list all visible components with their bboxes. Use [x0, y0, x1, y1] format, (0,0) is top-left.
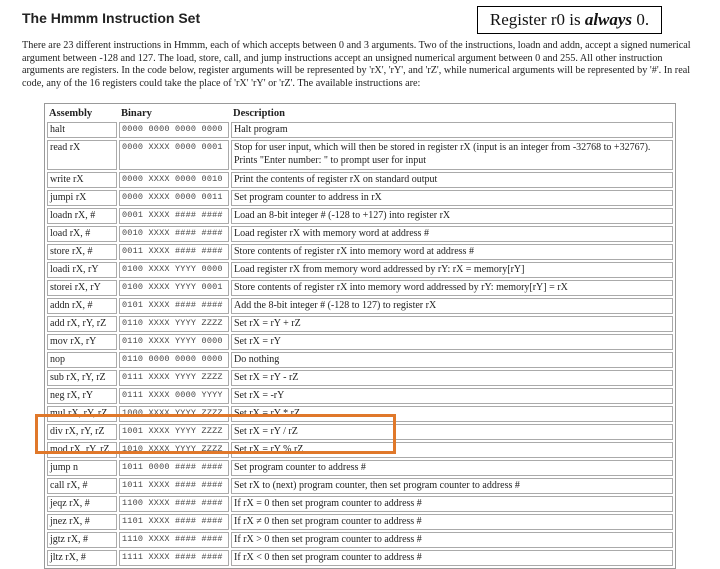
assembly-cell: loadn rX, #: [47, 208, 117, 224]
assembly-cell: jumpi rX: [47, 190, 117, 206]
description-cell: Set rX = -rY: [231, 388, 673, 404]
assembly-cell: addn rX, #: [47, 298, 117, 314]
instruction-table: [44, 103, 676, 569]
assembly-cell: call rX, #: [47, 478, 117, 494]
table-row: [47, 478, 673, 494]
assembly-cell: load rX, #: [47, 226, 117, 242]
assembly-cell: write rX: [47, 172, 117, 188]
binary-cell: 0101 XXXX #### ####: [119, 298, 229, 314]
description-cell: Set program counter to address #: [231, 460, 673, 476]
assembly-cell: jnez rX, #: [47, 514, 117, 530]
table-row: [47, 514, 673, 530]
page-title: The Hmmm Instruction Set: [22, 10, 201, 26]
description-cell: Set rX = rY: [231, 334, 673, 350]
description-cell: If rX = 0 then set program counter to address #: [231, 496, 673, 512]
callout-suffix: 0.: [632, 10, 650, 29]
description-cell: Store contents of register rX into memory word at address #: [231, 244, 673, 260]
table-row: [47, 496, 673, 512]
table-row: [47, 352, 673, 368]
binary-cell: 0100 XXXX YYYY 0001: [119, 280, 229, 296]
table-row: [47, 140, 673, 170]
table-row: [47, 226, 673, 242]
assembly-cell: sub rX, rY, rZ: [47, 370, 117, 386]
assembly-cell: mod rX, rY, rZ: [47, 442, 117, 458]
binary-cell: 0000 0000 0000 0000: [119, 122, 229, 138]
instruction-table-body: [47, 122, 673, 566]
description-cell: If rX < 0 then set program counter to address #: [231, 550, 673, 566]
table-row: [47, 334, 673, 350]
binary-cell: 1001 XXXX YYYY ZZZZ: [119, 424, 229, 440]
table-row: [47, 388, 673, 404]
table-row: [47, 190, 673, 206]
description-cell: Do nothing: [231, 352, 673, 368]
register-note-callout: [477, 6, 662, 34]
description-cell: Stop for user input, which will then be stored in register rX (input is an integer from -32768 to +32767). Prints "Enter number: " to prompt user for input: [231, 140, 673, 170]
description-cell: Set program counter to address in rX: [231, 190, 673, 206]
intro-paragraph: There are 23 different instructions in Hmmm, each of which accepts between 0 and 3 arguments. Two of the instructions, loadn and addn, accept a signed numerical argument between -128 and 127. The load, store, call, and jump instructions accept an unsigned numerical argument between 0 and 255. All other instruction arguments are registers. In the code below, register arguments will be represented by 'rX', 'rY', and 'rZ', while numerical arguments will be represented by '#'. In real code, any of the 16 registers could take the place of 'rX' 'rY' or 'rZ'. The available instructions are:: [22, 40, 691, 89]
description-cell: Add the 8-bit integer # (-128 to 127) to register rX: [231, 298, 673, 314]
table-row: [47, 262, 673, 278]
binary-cell: 1100 XXXX #### ####: [119, 496, 229, 512]
assembly-cell: jgtz rX, #: [47, 532, 117, 548]
description-cell: Load an 8-bit integer # (-128 to +127) into register rX: [231, 208, 673, 224]
binary-cell: 0110 XXXX YYYY 0000: [119, 334, 229, 350]
binary-cell: 1110 XXXX #### ####: [119, 532, 229, 548]
assembly-cell: jltz rX, #: [47, 550, 117, 566]
header-description: Description: [233, 107, 285, 119]
assembly-cell: halt: [47, 122, 117, 138]
binary-cell: 0000 XXXX 0000 0011: [119, 190, 229, 206]
callout-prefix: Register r0 is: [489, 10, 585, 29]
binary-cell: 1111 XXXX #### ####: [119, 550, 229, 566]
table-row: [47, 172, 673, 188]
description-cell: Store contents of register rX into memory word addressed by rY: memory[rY] = rX: [231, 280, 673, 296]
description-cell: Set rX = rY % rZ: [231, 442, 673, 458]
assembly-cell: store rX, #: [47, 244, 117, 260]
table-row: [47, 298, 673, 314]
table-row: [47, 370, 673, 386]
binary-cell: 1011 0000 #### ####: [119, 460, 229, 476]
binary-cell: 0000 XXXX 0000 0001: [119, 140, 229, 170]
binary-cell: 0111 XXXX 0000 YYYY: [119, 388, 229, 404]
assembly-cell: jump n: [47, 460, 117, 476]
binary-cell: 0111 XXXX YYYY ZZZZ: [119, 370, 229, 386]
binary-cell: 0110 0000 0000 0000: [119, 352, 229, 368]
jump-row-highlight-box: [35, 414, 396, 454]
binary-cell: 1011 XXXX #### ####: [119, 478, 229, 494]
table-row: [47, 244, 673, 260]
header-binary: Binary: [121, 107, 152, 119]
description-cell: Set rX = rY - rZ: [231, 370, 673, 386]
binary-cell: 1010 XXXX YYYY ZZZZ: [119, 442, 229, 458]
description-cell: Halt program: [231, 122, 673, 138]
assembly-cell: mul rX, rY, rZ: [47, 406, 117, 422]
binary-cell: 0100 XXXX YYYY 0000: [119, 262, 229, 278]
binary-cell: 0000 XXXX 0000 0010: [119, 172, 229, 188]
description-cell: If rX > 0 then set program counter to address #: [231, 532, 673, 548]
assembly-cell: jeqz rX, #: [47, 496, 117, 512]
table-row: [47, 550, 673, 566]
binary-cell: 0010 XXXX #### ####: [119, 226, 229, 242]
description-cell: If rX ≠ 0 then set program counter to address #: [231, 514, 673, 530]
description-cell: Set rX = rY * rZ: [231, 406, 673, 422]
assembly-cell: storei rX, rY: [47, 280, 117, 296]
assembly-cell: neg rX, rY: [47, 388, 117, 404]
description-cell: Set rX = rY / rZ: [231, 424, 673, 440]
description-cell: Print the contents of register rX on standard output: [231, 172, 673, 188]
binary-cell: 0011 XXXX #### ####: [119, 244, 229, 260]
assembly-cell: div rX, rY, rZ: [47, 424, 117, 440]
table-row: [47, 122, 673, 138]
description-cell: Load register rX with memory word at address #: [231, 226, 673, 242]
assembly-cell: read rX: [47, 140, 117, 170]
assembly-cell: loadi rX, rY: [47, 262, 117, 278]
table-row: [47, 460, 673, 476]
table-row: [47, 316, 673, 332]
assembly-cell: nop: [47, 352, 117, 368]
binary-cell: 0001 XXXX #### ####: [119, 208, 229, 224]
description-cell: Load register rX from memory word addressed by rY: rX = memory[rY]: [231, 262, 673, 278]
table-row: [47, 532, 673, 548]
description-cell: Set rX to (next) program counter, then set program counter to address #: [231, 478, 673, 494]
table-row: [47, 208, 673, 224]
binary-cell: 1000 XXXX YYYY ZZZZ: [119, 406, 229, 422]
binary-cell: 0110 XXXX YYYY ZZZZ: [119, 316, 229, 332]
assembly-cell: mov rX, rY: [47, 334, 117, 350]
table-row: [47, 280, 673, 296]
description-cell: Set rX = rY + rZ: [231, 316, 673, 332]
assembly-cell: add rX, rY, rZ: [47, 316, 117, 332]
binary-cell: 1101 XXXX #### ####: [119, 514, 229, 530]
table-header-row: [47, 106, 673, 120]
header-assembly: Assembly: [49, 107, 93, 119]
callout-emphasis: always: [584, 10, 633, 29]
